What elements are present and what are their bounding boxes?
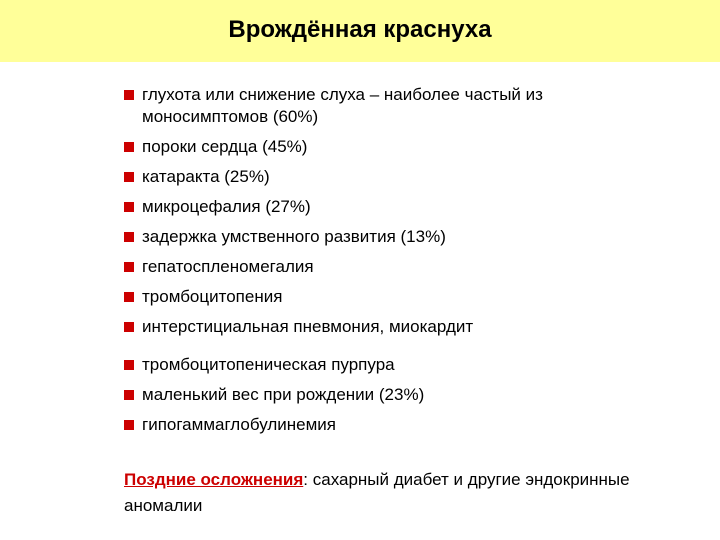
list-item [124, 316, 644, 338]
list-item [124, 136, 644, 158]
square-bullet-icon [124, 172, 134, 182]
square-bullet-icon [124, 202, 134, 212]
list-item [124, 354, 644, 376]
list-item [124, 166, 644, 188]
list-item [124, 196, 644, 218]
list-item [124, 414, 644, 436]
list-item-text: интерстициальная пневмония, миокардит [142, 317, 474, 336]
late-complications-label: Поздние осложнения [124, 470, 304, 489]
list-item-text: гепатоспленомегалия [142, 257, 314, 276]
list-item-text: микроцефалия (27%) [142, 197, 311, 216]
square-bullet-icon [124, 420, 134, 430]
list-item-text: тромбоцитопения [142, 287, 283, 306]
square-bullet-icon [124, 322, 134, 332]
list-item [124, 226, 644, 248]
square-bullet-icon [124, 90, 134, 100]
list-item-text: задержка умственного развития (13%) [142, 227, 446, 246]
late-complications-text: сахарный диабет и другие эндокринные аномалии [124, 470, 630, 515]
square-bullet-icon [124, 360, 134, 370]
slide-title: Врождённая краснуха [228, 16, 492, 43]
square-bullet-icon [124, 232, 134, 242]
list-item [124, 286, 644, 308]
late-complications-separator: : [303, 470, 309, 489]
symptom-list [124, 84, 644, 444]
list-item-text: пороки сердца (45%) [142, 137, 308, 156]
list-item [124, 84, 644, 128]
list-item-text: катаракта (25%) [142, 167, 270, 186]
late-complications [124, 467, 644, 519]
list-item [124, 384, 644, 406]
square-bullet-icon [124, 142, 134, 152]
list-item-text: маленький вес при рождении (23%) [142, 385, 425, 404]
list-item-text: тромбоцитопеническая пурпура [142, 355, 395, 374]
list-item-text: глухота или снижение слуха – наиболее частый из моносимптомов (60%) [142, 85, 543, 126]
square-bullet-icon [124, 390, 134, 400]
list-item-text: гипогаммаглобулинемия [142, 415, 336, 434]
square-bullet-icon [124, 292, 134, 302]
square-bullet-icon [124, 262, 134, 272]
list-item [124, 256, 644, 278]
